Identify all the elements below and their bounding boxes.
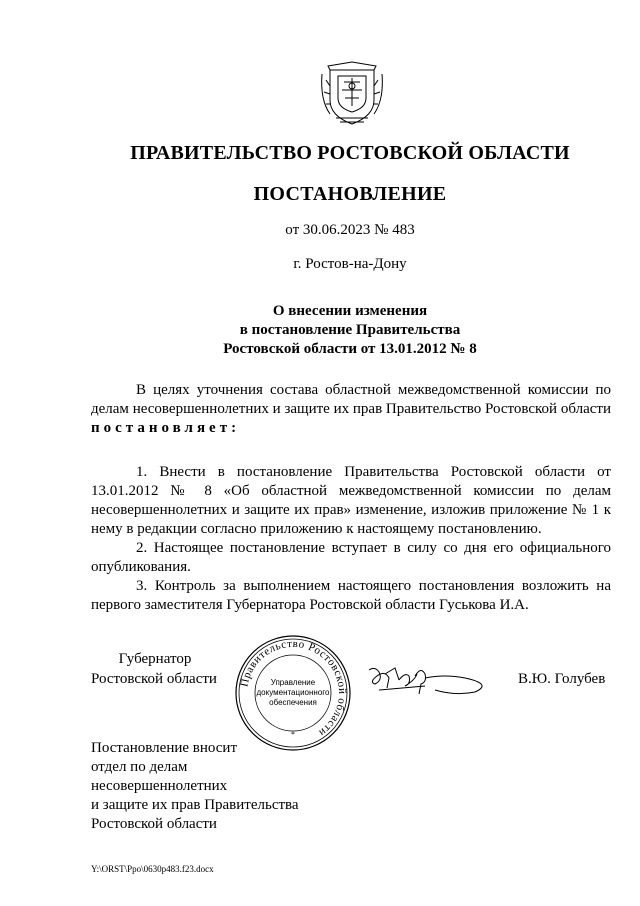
document-subject	[0, 302, 640, 359]
organization-title: ПРАВИТЕЛЬСТВО РОСТОВСКОЙ ОБЛАСТИ	[130, 142, 570, 164]
subject-line: Ростовской области от 13.01.2012 № 8	[223, 341, 477, 357]
stamp-center-line: обеспечения	[269, 698, 317, 707]
introduced-by-line: и защите их прав Правительства	[91, 797, 299, 813]
item-paragraph: 2. Настоящее постановление вступает в силу со дня его официального опубликования.	[91, 540, 611, 575]
position-line: Ростовской области	[91, 671, 217, 687]
subject-line: О внесении изменения	[272, 303, 428, 319]
city: г. Ростов-на-Дону	[293, 256, 407, 272]
introduced-by-line: Ростовской области	[91, 816, 217, 832]
introduced-by-line: несовершеннолетних	[91, 778, 228, 794]
stamp-center-line: Управление	[270, 678, 316, 687]
decree-word: постановляет:	[91, 420, 241, 436]
preamble-text: В целях уточнения состава областной межведомственной комиссии по делам несовершеннолетних и защите их прав Правительство Ростовской области	[91, 382, 611, 417]
stamp-center-line: документационного	[256, 688, 330, 697]
signatory-name: В.Ю. Голубев	[518, 671, 606, 687]
item-paragraph: 3. Контроль за выполнением настоящего постановления возложить на первого заместителя Губернатора Ростовской области Гуськова И.А.	[91, 578, 611, 613]
subject-line: в постановление Правительства	[239, 322, 461, 338]
svg-text:*: *	[291, 730, 295, 739]
official-stamp	[233, 633, 353, 753]
handwritten-signature	[365, 660, 495, 700]
signatory-position	[91, 649, 219, 689]
date-number: от 30.06.2023 № 483	[285, 222, 415, 238]
introduced-by-block	[91, 739, 299, 834]
position-line: Губернатор	[118, 651, 192, 667]
introduced-by-line: Постановление вносит	[91, 740, 238, 756]
stamp-ring-text: Правительство Ростовской области	[238, 637, 349, 740]
document-type-title: ПОСТАНОВЛЕНИЕ	[253, 183, 447, 205]
item-paragraph: 1. Внести в постановление Правительства Ростовской области от 13.01.2012 № 8 «Об областной межведомственной комиссии по делам несовершеннолетних и защите их прав» изменение, изложив приложение № 1 к нему в редакции согласно приложению к настоящему постановлению.	[91, 464, 611, 537]
preamble-paragraph	[91, 381, 611, 438]
items-block	[91, 463, 611, 615]
coat-of-arms-emblem	[318, 60, 386, 128]
file-path-footer: Y:\ORST\Ppo\0630p483.f23.docx	[91, 864, 214, 874]
introduced-by-line: отдел по делам	[91, 759, 188, 775]
